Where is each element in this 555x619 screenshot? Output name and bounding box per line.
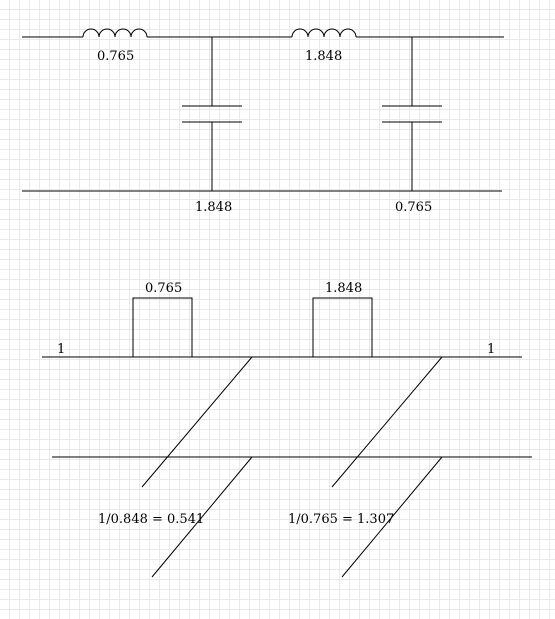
shunt-stub-2: [332, 357, 442, 577]
stub-circuit: [42, 281, 532, 577]
capacitor-1-value: 1.848: [195, 200, 233, 215]
load-impedance-label: 1: [487, 342, 496, 357]
ladder-circuit: [22, 29, 504, 215]
inductor-2-value: 1.848: [305, 49, 343, 64]
capacitor-2: [382, 37, 442, 191]
series-stub-2-value: 1.848: [325, 281, 363, 296]
inductor-1: [83, 29, 147, 37]
series-stub-1-value: 0.765: [145, 281, 183, 296]
shunt-stub-2-value: 1/0.765 = 1.307: [288, 512, 395, 527]
shunt-stub-1-value: 1/0.848 = 0.541: [98, 512, 205, 527]
series-stub-1: [133, 298, 192, 357]
capacitor-1: [182, 37, 242, 191]
shunt-stub-1: [142, 357, 252, 577]
capacitor-2-value: 0.765: [395, 200, 433, 215]
inductor-2: [292, 29, 356, 37]
inductor-1-value: 0.765: [97, 49, 135, 64]
source-impedance-label: 1: [57, 342, 66, 357]
series-stub-2: [313, 298, 372, 357]
